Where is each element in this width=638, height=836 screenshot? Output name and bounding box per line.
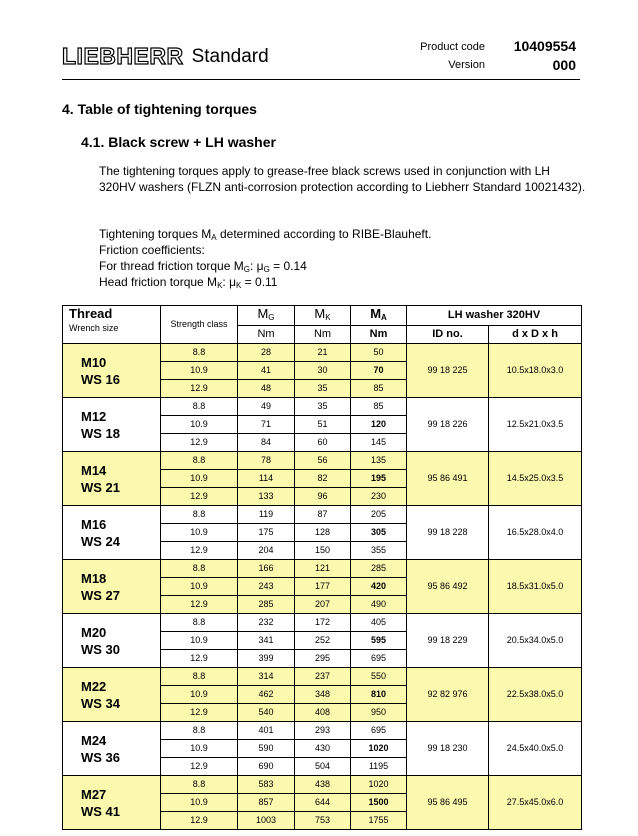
ma-value-cell: 1500 — [351, 794, 407, 812]
mg-value-cell: 590 — [238, 740, 295, 758]
strength-class-cell: 12.9 — [161, 812, 238, 830]
table-row — [63, 614, 582, 632]
strength-class-cell: 8.8 — [161, 344, 238, 362]
dims-header: d x D x h — [489, 326, 582, 344]
mk-value-cell: 30 — [295, 362, 351, 380]
mk-value-cell: 293 — [295, 722, 351, 740]
mk-value-cell: 753 — [295, 812, 351, 830]
ma-value-cell: 490 — [351, 596, 407, 614]
strength-class-cell: 10.9 — [161, 470, 238, 488]
mk-value-cell: 237 — [295, 668, 351, 686]
mg-value-cell: 462 — [238, 686, 295, 704]
mk-value-cell: 35 — [295, 380, 351, 398]
strength-class-cell: 10.9 — [161, 578, 238, 596]
ma-value-cell: 695 — [351, 650, 407, 668]
ma-value-cell: 230 — [351, 488, 407, 506]
header-divider — [62, 79, 580, 80]
table-row — [63, 344, 582, 362]
strength-class-cell: 12.9 — [161, 434, 238, 452]
mk-value-cell: 35 — [295, 398, 351, 416]
mg-value-cell: 78 — [238, 452, 295, 470]
strength-class-cell: 10.9 — [161, 740, 238, 758]
thread-header-cell: Thread Wrench size — [63, 306, 161, 344]
section-title: 4. Table of tightening torques — [62, 101, 257, 117]
mk-value-cell: 60 — [295, 434, 351, 452]
washer-id-cell: 95 86 492 — [407, 560, 489, 614]
mg-value-cell: 540 — [238, 704, 295, 722]
mk-header: $M_K$ — [295, 306, 351, 326]
ma-value-cell: 595 — [351, 632, 407, 650]
ma-value-cell: 695 — [351, 722, 407, 740]
ma-value-cell: 120 — [351, 416, 407, 434]
mg-header: $M_G$ — [238, 306, 295, 326]
ma-value-cell: 550 — [351, 668, 407, 686]
version-label: Version — [448, 59, 485, 71]
washer-id-cell: 92 82 976 — [407, 668, 489, 722]
washer-id-cell: 99 18 225 — [407, 344, 489, 398]
ma-header: $M_A$ — [351, 306, 407, 326]
mg-value-cell: 48 — [238, 380, 295, 398]
mg-value-cell: 232 — [238, 614, 295, 632]
mk-value-cell: 51 — [295, 416, 351, 434]
mk-value-cell: 150 — [295, 542, 351, 560]
mk-value-cell: 438 — [295, 776, 351, 794]
strength-class-cell: 10.9 — [161, 524, 238, 542]
product-code-value: 10409554 — [513, 38, 576, 54]
mk-unit: Nm — [295, 326, 351, 344]
washer-id-cell: 99 18 229 — [407, 614, 489, 668]
strength-class-cell: 10.9 — [161, 416, 238, 434]
mk-value-cell: 82 — [295, 470, 351, 488]
mg-value-cell: 114 — [238, 470, 295, 488]
liebherr-logo: LIEBHERR — [62, 42, 184, 69]
washer-id-cell: 95 86 491 — [407, 452, 489, 506]
mk-value-cell: 207 — [295, 596, 351, 614]
table-row — [63, 722, 582, 740]
ma-value-cell: 85 — [351, 398, 407, 416]
mk-value-cell: 408 — [295, 704, 351, 722]
ma-value-cell: 195 — [351, 470, 407, 488]
strength-class-cell: 8.8 — [161, 614, 238, 632]
intro-paragraph: The tightening torques apply to grease-free black screws used in conjunction with LH 320HV washers (FLZN anti-corrosion protection according to Liebherr Standard 10021432). — [99, 164, 586, 194]
strength-class-cell: 10.9 — [161, 362, 238, 380]
strength-class-cell: 12.9 — [161, 542, 238, 560]
mk-value-cell: 252 — [295, 632, 351, 650]
thread-size-cell: M16 WS 24 — [63, 506, 161, 560]
mg-value-cell: 166 — [238, 560, 295, 578]
mg-value-cell: 175 — [238, 524, 295, 542]
ma-value-cell: 85 — [351, 380, 407, 398]
friction-title: Friction coefficients: — [99, 243, 205, 257]
washer-id-cell: 95 86 495 — [407, 776, 489, 830]
version-value: 000 — [552, 57, 576, 73]
mk-value-cell: 87 — [295, 506, 351, 524]
mg-value-cell: 341 — [238, 632, 295, 650]
thread-size-cell: M22 WS 34 — [63, 668, 161, 722]
ma-value-cell: 355 — [351, 542, 407, 560]
id-header: ID no. — [407, 326, 489, 344]
ma-value-cell: 205 — [351, 506, 407, 524]
mk-value-cell: 348 — [295, 686, 351, 704]
mg-value-cell: 857 — [238, 794, 295, 812]
strength-class-cell: 8.8 — [161, 722, 238, 740]
mg-value-cell: 84 — [238, 434, 295, 452]
strength-class-cell: 10.9 — [161, 632, 238, 650]
ma-value-cell: 405 — [351, 614, 407, 632]
ma-value-cell: 950 — [351, 704, 407, 722]
ma-value-cell: 1020 — [351, 740, 407, 758]
thread-size-cell: M12 WS 18 — [63, 398, 161, 452]
washer-header: LH washer 320HV — [407, 306, 582, 326]
ma-value-cell: 135 — [351, 452, 407, 470]
washer-id-cell: 99 18 228 — [407, 506, 489, 560]
strength-class-cell: 12.9 — [161, 380, 238, 398]
thread-size-cell: M10 WS 16 — [63, 344, 161, 398]
ma-value-cell: 1020 — [351, 776, 407, 794]
brand-header — [62, 36, 269, 76]
strength-class-cell: 8.8 — [161, 776, 238, 794]
mk-value-cell: 504 — [295, 758, 351, 776]
mk-value-cell: 172 — [295, 614, 351, 632]
thread-size-cell: M20 WS 30 — [63, 614, 161, 668]
ma-value-cell: 305 — [351, 524, 407, 542]
washer-dims-cell: 27.5x45.0x6.0 — [489, 776, 582, 830]
thread-size-cell: M18 WS 27 — [63, 560, 161, 614]
mg-value-cell: 119 — [238, 506, 295, 524]
mk-value-cell: 644 — [295, 794, 351, 812]
mg-value-cell: 1003 — [238, 812, 295, 830]
table-row — [63, 452, 582, 470]
ma-value-cell: 145 — [351, 434, 407, 452]
thread-size-cell: M14 WS 21 — [63, 452, 161, 506]
mg-value-cell: 285 — [238, 596, 295, 614]
washer-dims-cell: 24.5x40.0x5.0 — [489, 722, 582, 776]
strength-class-cell: 12.9 — [161, 704, 238, 722]
strength-class-cell: 8.8 — [161, 398, 238, 416]
strength-class-cell: 10.9 — [161, 794, 238, 812]
strength-class-cell: 8.8 — [161, 668, 238, 686]
strength-class-cell: 12.9 — [161, 596, 238, 614]
ma-value-cell: 50 — [351, 344, 407, 362]
mg-unit: Nm — [238, 326, 295, 344]
table-row — [63, 506, 582, 524]
torque-note: Tightening torques $M_A$ determined according to RIBE-Blauheft. — [99, 227, 432, 242]
washer-dims-cell: 14.5x25.0x3.5 — [489, 452, 582, 506]
strength-class-cell: 12.9 — [161, 758, 238, 776]
ma-value-cell: 1755 — [351, 812, 407, 830]
washer-dims-cell: 16.5x28.0x4.0 — [489, 506, 582, 560]
ma-unit: Nm — [351, 326, 407, 344]
ma-value-cell: 810 — [351, 686, 407, 704]
mg-value-cell: 71 — [238, 416, 295, 434]
washer-id-cell: 99 18 230 — [407, 722, 489, 776]
mg-value-cell: 204 — [238, 542, 295, 560]
strength-class-cell: 10.9 — [161, 686, 238, 704]
washer-dims-cell: 18.5x31.0x5.0 — [489, 560, 582, 614]
product-code-label: Product code — [420, 41, 485, 53]
mk-value-cell: 295 — [295, 650, 351, 668]
mg-value-cell: 49 — [238, 398, 295, 416]
strength-class-cell: 8.8 — [161, 560, 238, 578]
thread-size-cell: M27 WS 41 — [63, 776, 161, 830]
strength-class-cell: 12.9 — [161, 650, 238, 668]
mg-value-cell: 314 — [238, 668, 295, 686]
subsection-title: 4.1. Black screw + LH washer — [81, 134, 276, 150]
mg-value-cell: 690 — [238, 758, 295, 776]
document-type: Standard — [191, 46, 269, 67]
head-friction-line: Head friction torque $M_K$: $\mu_K = 0.11$ — [99, 275, 278, 290]
mk-value-cell: 128 — [295, 524, 351, 542]
thread-size-cell: M24 WS 36 — [63, 722, 161, 776]
mg-value-cell: 583 — [238, 776, 295, 794]
mg-value-cell: 399 — [238, 650, 295, 668]
ma-value-cell: 420 — [351, 578, 407, 596]
mk-value-cell: 21 — [295, 344, 351, 362]
ma-value-cell: 70 — [351, 362, 407, 380]
mk-value-cell: 56 — [295, 452, 351, 470]
ma-value-cell: 1195 — [351, 758, 407, 776]
mk-value-cell: 430 — [295, 740, 351, 758]
mg-value-cell: 41 — [238, 362, 295, 380]
strength-class-cell: 12.9 — [161, 488, 238, 506]
table-row — [63, 776, 582, 794]
mg-value-cell: 401 — [238, 722, 295, 740]
mg-value-cell: 243 — [238, 578, 295, 596]
table-row — [63, 398, 582, 416]
strength-class-cell: 8.8 — [161, 452, 238, 470]
mk-value-cell: 96 — [295, 488, 351, 506]
washer-dims-cell: 22.5x38.0x5.0 — [489, 668, 582, 722]
mk-value-cell: 121 — [295, 560, 351, 578]
ma-value-cell: 285 — [351, 560, 407, 578]
mk-value-cell: 177 — [295, 578, 351, 596]
strength-class-cell: 8.8 — [161, 506, 238, 524]
mg-value-cell: 28 — [238, 344, 295, 362]
washer-id-cell: 99 18 226 — [407, 398, 489, 452]
washer-dims-cell: 12.5x21.0x3.5 — [489, 398, 582, 452]
strength-class-header: Strength class — [161, 306, 238, 344]
thread-friction-line: For thread friction torque $M_G$: $\mu_G = 0.14$ — [99, 259, 307, 274]
table-row — [63, 560, 582, 578]
washer-dims-cell: 20.5x34.0x5.0 — [489, 614, 582, 668]
mg-value-cell: 133 — [238, 488, 295, 506]
table-row — [63, 668, 582, 686]
torque-table — [62, 305, 582, 830]
washer-dims-cell: 10.5x18.0x3.0 — [489, 344, 582, 398]
